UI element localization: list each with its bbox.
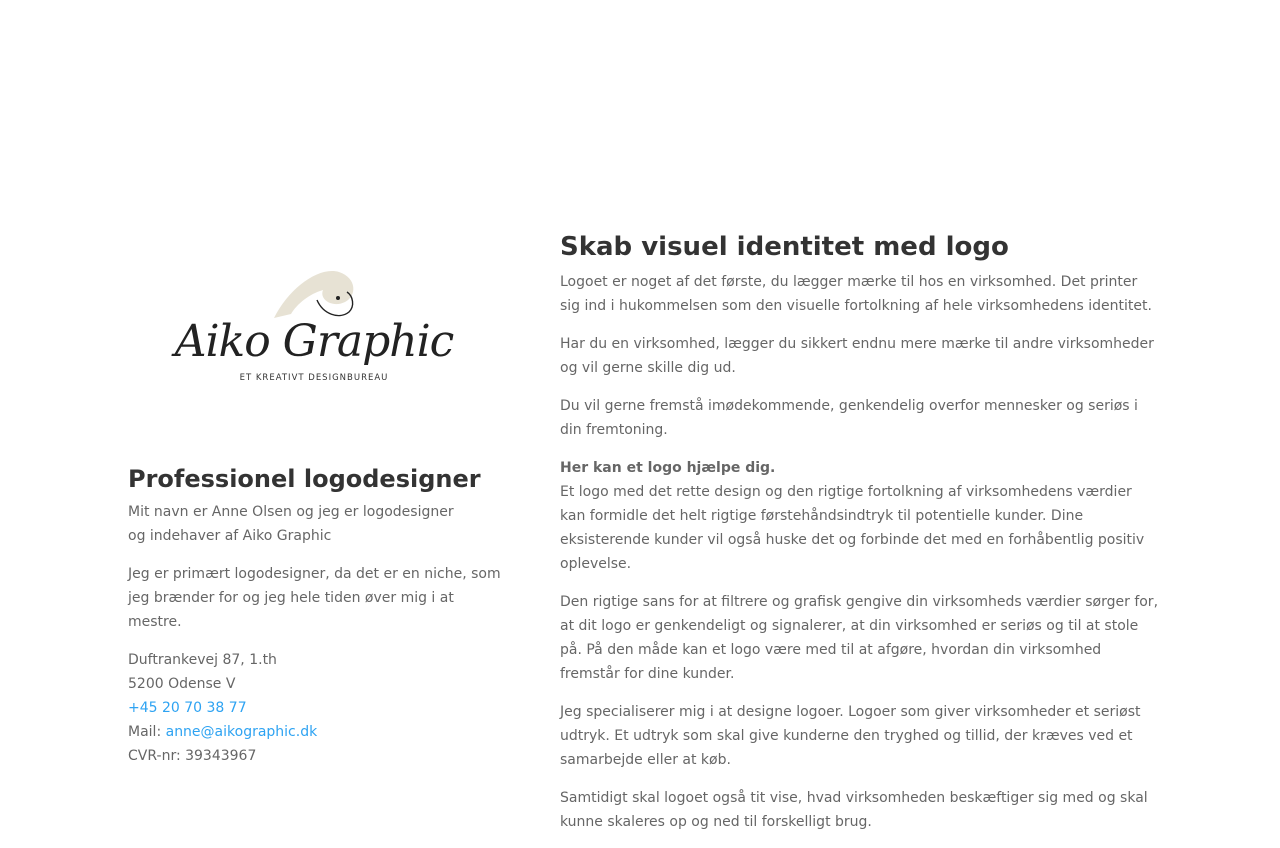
- paragraph-4-body: Et logo med det rette design og den rigtige fortolkning af virksomhedens værdier kan formidle det helt rigtige førstehåndsindtryk til potentielle kunder. Dine eksisterende kunder vil også huske det og forbinde det med en forhåbentlig positiv oplevelse.: [560, 484, 1145, 572]
- section-title-left: Professionel logodesigner: [128, 465, 481, 493]
- aiko-graphic-logo-icon: [174, 248, 454, 388]
- logo-tagline: ET KREATIVT DESIGNBUREAU: [239, 373, 389, 383]
- contact-info: [128, 648, 508, 768]
- paragraph-6: Jeg specialiserer mig i at designe logoer. Logoer som giver virksomheder et seriøst udtryk. Et udtryk som skal give kunderne den tryghed og tillid, der kræves ved et samarbejde eller at køb.: [560, 704, 1141, 768]
- cvr-number: CVR-nr: 39343967: [128, 748, 257, 764]
- mail-row: [128, 720, 508, 744]
- paragraph-7: Samtidigt skal logoet også tit vise, hvad virksomheden beskæftiger sig med og skal kunne skaleres op og ned til forskelligt brug.: [560, 790, 1148, 830]
- phone-row: [128, 696, 508, 720]
- paragraph-2: Har du en virksomhed, lægger du sikkert endnu mere mærke til andre virksomheder og vil gerne skille dig ud.: [560, 336, 1154, 376]
- about-text: Jeg er primært logodesigner, da det er en niche, som jeg brænder for og jeg hele tiden øver mig i at mestre.: [128, 566, 501, 630]
- left-column: [128, 228, 508, 768]
- intro-line-2: og indehaver af Aiko Graphic: [128, 528, 332, 544]
- mail-label: Mail:: [128, 724, 166, 740]
- intro-text: [128, 500, 508, 548]
- logo: [128, 228, 500, 408]
- email-link[interactable]: anne@aikographic.dk: [165, 724, 318, 740]
- creature-eye-icon: [336, 296, 340, 300]
- logo-name: Aiko Graphic: [174, 316, 454, 367]
- paragraph-3: Du vil gerne fremstå imødekommende, genkendelig overfor mennesker og seriøs i din fremtoning.: [560, 398, 1138, 438]
- phone-link[interactable]: +45 20 70 38 77: [128, 700, 247, 716]
- wave-shape-icon: [274, 271, 353, 318]
- address-street: Duftrankevej 87, 1.th: [128, 652, 277, 668]
- paragraph-4-lead: Her kan et logo hjælpe dig.: [560, 460, 776, 476]
- paragraph-5: Den rigtige sans for at filtrere og grafisk gengive din virksomheds værdier sørger for, at dit logo er genkendeligt og signalerer, at din virksomhed er seriøs og til at stole på. På den måde kan et logo være med til at afgøre, hvordan din virksomhed fremstår for dine kunder.: [560, 594, 1159, 682]
- paragraph-4: [560, 456, 1160, 576]
- right-column: [560, 230, 1160, 848]
- section-title-right: Skab visuel identitet med logo: [560, 232, 1009, 262]
- address-city: 5200 Odense V: [128, 676, 236, 692]
- intro-line-1: Mit navn er Anne Olsen og jeg er logodesigner: [128, 504, 454, 520]
- paragraph-1: Logoet er noget af det første, du lægger mærke til hos en virksomhed. Det printer sig ind i hukommelsen som den visuelle fortolkning af hele virksomhedens identitet.: [560, 274, 1152, 314]
